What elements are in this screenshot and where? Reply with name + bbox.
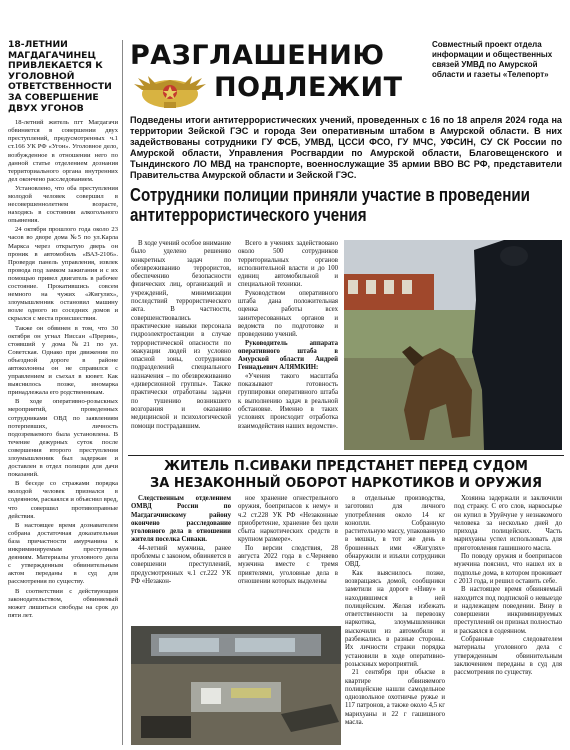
masthead-project-note: Совместный проект отдела информации и общественных связей УМВД по Амурской области и газеты «Телепорт» [432, 40, 553, 79]
article2-column-2 [238, 495, 338, 586]
sidebar-paragraph: В ходе оперативно-розыскных мероприятий, проведенных сотрудниками ОВД по заявлениям потерпевших, личность подозреваемого была установлена. В течение дежурных суток после совершения второго преступления злоумышленник был задержан и доставлен в отдел полиции для дачи показаний. [8, 398, 118, 479]
article1-column-2 [238, 240, 338, 431]
article1-column-1 [131, 240, 231, 431]
sidebar-paragraph: 24 октября прошлого года около 23 часов во дворе дома №5 по ул.Карла Маркса через открытую дверь он проник в автомобиль «ВАЗ-2106». Провердя панель управления, извлек провода под замком зажигания и с их помощью привел двигатель в рабочее состояние. Прокатившись совсем немного на чужих «Жигулях», злоумышленник остановил машину возле одного из соседних домов и скрылся с места происшествия. [8, 226, 118, 323]
article1-headline: Сотрудники полиции приняли участие в проведении антитеррористического учения [130, 184, 531, 225]
article1-quote: «Учения такого масштаба показывают готовность группировки оперативного штаба к выполнению задач в реальной обстановке. Именно в таких условиях происходит отработка взаимодействия наших ведомств». [238, 372, 338, 430]
article2-paragraph: ное хранение огнестрельного оружия, боеприпасов к нему» и ч.2 ст.228 УК РФ «Незаконные приобретение, хранение без цели сбыта наркотических средств в крупном размере». [238, 495, 338, 544]
sidebar-paragraph: В настоящее время дознавателем собрана достаточная доказательная база причастности амурчанина к инкриминируемым преступным деяниям. Материалы уголовного дела с утвержденным обвинительным актом переданы в суд для рассмотрения по существу. [8, 521, 118, 586]
sidebar-article [8, 40, 118, 745]
article1-quote-lead: Руководитель аппарата оперативного штаба в Амурской области Андрей Геннадьевич АЛЯМКИН: [238, 339, 338, 372]
sidebar-paragraph: В беседе со стражами порядка молодой человек признался в содеянном, раскаялся и объяснил вред, что совершил противоправные действия. [8, 480, 118, 520]
article2-headline [128, 458, 564, 492]
police-emblem-icon [134, 72, 206, 112]
masthead [128, 40, 428, 114]
lead-paragraph: Подведены итоги антитеррористических учений, проведенных с 16 по 18 апреля 2024 года на территории Зейской ГЭС и города Зеи оперативным штабом в Амурской области. В них задействованы сотрудники ГУ ФСБ, УМВД, ЦССИ ФСО, ГУ МЧС, УФСИН, СУ СК России по Амурской области, Управления Росгвардии по Амурской области, Благовещенского и Тындинского ЛО МВД на транспорте, военнослужащие 35 армии ВВО ВС РФ, представители Правительства Амурской области и Зейской ГЭС. [130, 115, 562, 181]
article2-headline-line1: ЖИТЕЛЬ П.СИВАКИ ПРЕДСТАНЕТ ПЕРЕД СУДОМ [164, 459, 528, 474]
article2-paragraph: Хозяина задержали и заключили под стражу. С его слов, наркосырье он купил в Уруйчуне у незнакомого человека за несколько дней до прихода полицейских. Часть марихуаны успел использовать для приготовления гашишного масла. [454, 495, 562, 552]
article2-paragraph: Собранные следователем материалы уголовного дела с утвержденным обвинительным заключением переданы в суд для рассмотрения по существу. [454, 636, 562, 677]
article2-paragraph: По версии следствия, 28 августа 2022 года в с.Черняево мужчина вместе с тремя приятелями, уголовные дела в отношении которых выделены [238, 544, 338, 585]
sidebar-paragraph: Также он обвинен в том, что 30 октября он угнал Ниссан «Прерия», стоявший у дома №21 по ул. Советская. Однако при движении по объездной дороге в районе автоколонны он не справился с управлением и съехал в кювет. Как выяснилось позже, иномарка принадлежала его родственникам. [8, 324, 118, 397]
article2-paragraph: По поводу оружия и боеприпасов мужчина пояснил, что нашел их в подполье дома, в котором проживает с 2013 года, и решил оставить себе. [454, 553, 562, 585]
article2-headline-line2: ЗА НЕЗАКОННЫЙ ОБОРОТ НАРКОТИКОВ И ОРУЖИЯ [150, 476, 542, 491]
sidebar-paragraph: Установлено, что оба преступления молодой человек совершил в несовершеннолетнем возрасте, находясь в состоянии алкогольного опьянения. [8, 184, 118, 225]
section-divider [128, 455, 564, 456]
article2-lead: Следственным отделением ОМВД России по Магдагачинскому району окончено расследование уголовного дела в отношении жителя поселка Сиваки. [131, 495, 231, 544]
masthead-title-line2: ПОДЛЕЖИТ [214, 72, 403, 103]
article2-column-4 [454, 495, 562, 678]
sidebar-body [8, 119, 118, 620]
article2-paragraph: Как выяснилось позже, возвращаясь домой, сообщники заметили на дороге «Ниву» и находившимся в ней полицейским. Желая избежать ответственности за перевозку наркотика, злоумышленники выскочили из автомобиля и разбежались в разные стороны. Их личности стражи порядка установили в ходе оперативно-розыскных мероприятий. [345, 569, 445, 668]
sidebar-divider [122, 40, 123, 745]
article2-photo [131, 626, 341, 745]
article1-paragraph: Всего в учениях задействовано около 500 сотрудников территориальных органов исполнительной власти и до 100 единиц автомобильной и специальной техники. [238, 240, 338, 289]
article2-paragraph: В настоящее время обвиняемый находится под подпиской о невыезде и надлежащем поведении. Вину в совершении инкриминируемых преступлений он признал полностью и раскаялся в содеянном. [454, 586, 562, 635]
article1-photo [344, 240, 562, 450]
article2-paragraph: в отдельные производства, заготовил для личного употребления около 14 кг конопли. Собранную растительную массу, упакованную в мешки, в тот же день в брошенных ими «Жигулях» обнаружили и изъяли сотрудники ОВД. [345, 495, 445, 569]
sidebar-paragraph: В соответствии с действующим законодательством, обвиняемый может лишиться свободы на срок до пяти лет. [8, 587, 118, 619]
sidebar-headline: 18-ЛЕТНИЙ МАГДАГАЧИНЕЦ ПРИВЛЕКАЕТСЯ К УГОЛОВНОЙ ОТВЕТСТВЕННОСТИ ЗА СОВЕРШЕНИЕ ДВУХ УГОНОВ [8, 40, 112, 114]
article1-paragraph: Руководством оперативного штаба дана положительная оценка работы всех заинтересованных органов и ведомств по подготовке и проведению учений. [238, 289, 338, 339]
sidebar-paragraph: 18-летний житель пгт Магдагачи обвиняется в совершении двух преступлений, предусмотренных ч.1 ст.166 УК РФ «Угон». Уголовное дело, возбужденное в отношении него по данной статье отделением дознания территориального органа внутренних дел окончено расследованием. [8, 119, 118, 183]
article2-column-3 [345, 495, 445, 727]
article2-paragraph: 21 сентября при обыске в квартире обвиняемого полицейские нашли самодельное однозвольное охотничье ружье и 117 патронов, а также около 4,5 кг марихуаны и 22 г гашишного масла. [345, 669, 445, 727]
masthead-title-line1: РАЗГЛАШЕНИЮ [130, 40, 385, 71]
article2-paragraph: 44-летний мужчина, ранее проблемы с законом, обвиняется в совершении преступлений, предусмотренных ч.1 ст.222 УК РФ «Незакон- [131, 544, 231, 585]
article2-column-1 [131, 495, 231, 586]
article1-paragraph: В ходе учений особое внимание было уделено решению конкретных задач по обезвреживанию террористов, обеспечению безопасности физических лиц, организаций и учреждений, минимизации последствий террористического акта. В частности, совершенствовались практические навыки персонала гидроэлектростанции в случае террористической опасности по эвакуации людей из условно опасной зоны, сотрудников подразделений специального назначения – по обезвреживанию «диверсионной группы». Также практически отработаны задачи по тушению возникшего возгорания и оказанию медицинской и психологической помощи пострадавшим. [131, 240, 231, 430]
